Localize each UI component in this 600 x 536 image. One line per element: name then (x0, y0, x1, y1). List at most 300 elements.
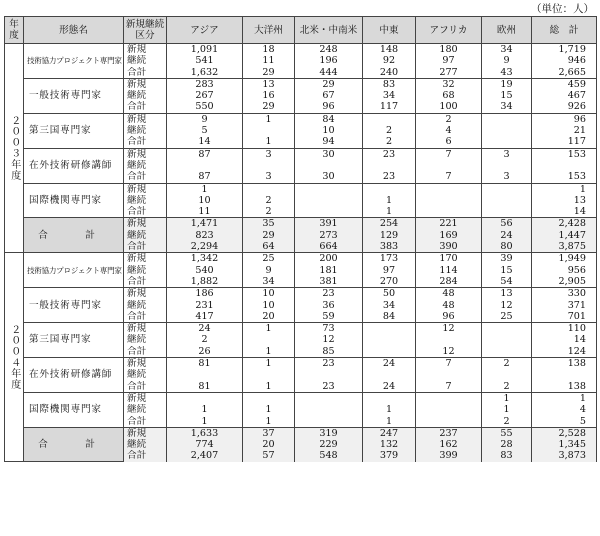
table-cell (532, 160, 597, 171)
table-row (5, 183, 597, 195)
category-label: 継続 (124, 55, 167, 66)
table-cell: 14 (167, 136, 243, 148)
table-cell: 14 (532, 206, 597, 218)
total-cell: 237 (416, 427, 482, 439)
category-label: 継続 (124, 230, 167, 241)
total-row (5, 218, 597, 230)
table-cell: 15 (482, 265, 532, 276)
table-cell: 467 (532, 90, 597, 101)
table-cell: 444 (295, 67, 363, 79)
table-cell (482, 113, 532, 125)
table-cell: 9 (167, 113, 243, 125)
table-cell: 550 (167, 101, 243, 113)
table-cell: 73 (295, 323, 363, 335)
total-cell: 247 (363, 427, 416, 439)
table-cell: 2 (482, 358, 532, 370)
form-type-label: 国際機関専門家 (24, 392, 124, 427)
total-cell: 132 (363, 439, 416, 450)
table-cell: 138 (532, 381, 597, 393)
total-cell: 1,633 (167, 427, 243, 439)
category-label: 合計 (124, 101, 167, 113)
table-cell: 330 (532, 288, 597, 300)
total-cell: 3,873 (532, 450, 597, 461)
table-cell: 68 (416, 90, 482, 101)
table-cell (363, 323, 416, 335)
table-cell (295, 195, 363, 206)
table-cell: 200 (295, 253, 363, 265)
table-cell: 181 (295, 265, 363, 276)
table-cell: 67 (295, 90, 363, 101)
table-cell: 1 (532, 392, 597, 404)
total-cell: 29 (243, 230, 295, 241)
table-cell (416, 392, 482, 404)
table-cell: 12 (482, 300, 532, 311)
table-cell: 23 (295, 288, 363, 300)
category-label: 合計 (124, 416, 167, 428)
table-cell: 25 (243, 253, 295, 265)
table-cell: 417 (167, 311, 243, 323)
table-cell: 541 (167, 55, 243, 66)
table-cell: 85 (295, 346, 363, 358)
total-cell: 28 (482, 439, 532, 450)
table-cell (416, 206, 482, 218)
table-cell: 3 (482, 171, 532, 183)
table-cell (295, 404, 363, 415)
table-cell (482, 346, 532, 358)
table-cell: 4 (532, 404, 597, 415)
table-cell: 186 (167, 288, 243, 300)
form-type-label: 在外技術研修講師 (24, 358, 124, 393)
table-cell: 15 (482, 90, 532, 101)
total-cell: 391 (295, 218, 363, 230)
total-cell: 57 (243, 450, 295, 461)
total-cell: 221 (416, 218, 482, 230)
table-cell: 12 (416, 346, 482, 358)
total-cell: 83 (482, 450, 532, 461)
table-cell: 248 (295, 44, 363, 56)
table-cell: 3 (243, 171, 295, 183)
table-cell: 30 (295, 148, 363, 160)
category-label: 合計 (124, 346, 167, 358)
table-cell: 87 (167, 171, 243, 183)
table-cell (363, 113, 416, 125)
total-cell: 2,294 (167, 241, 243, 253)
table-cell: 1 (243, 323, 295, 335)
table-cell: 2 (482, 381, 532, 393)
table-cell: 9 (243, 265, 295, 276)
table-cell: 1,091 (167, 44, 243, 56)
table-cell (295, 392, 363, 404)
table-cell: 34 (482, 44, 532, 56)
total-cell: 162 (416, 439, 482, 450)
table-cell: 1 (243, 381, 295, 393)
category-label: 新規 (124, 392, 167, 404)
table-cell (243, 392, 295, 404)
table-row (5, 288, 597, 300)
table-cell: 1 (167, 183, 243, 195)
table-cell: 124 (532, 346, 597, 358)
table-cell: 1,949 (532, 253, 597, 265)
table-cell (482, 334, 532, 345)
table-cell: 283 (167, 78, 243, 90)
table-row (5, 253, 597, 265)
total-cell: 24 (482, 230, 532, 241)
table-cell: 1,632 (167, 67, 243, 79)
table-cell (243, 334, 295, 345)
table-cell: 277 (416, 67, 482, 79)
form-type-label: 技術協力プロジェクト専門家 (24, 253, 124, 288)
table-cell: 54 (482, 276, 532, 288)
table-cell (416, 369, 482, 380)
total-cell: 379 (363, 450, 416, 461)
table-cell (416, 416, 482, 428)
table-cell: 701 (532, 311, 597, 323)
total-cell: 1,447 (532, 230, 597, 241)
table-cell: 25 (482, 311, 532, 323)
table-cell: 1 (243, 416, 295, 428)
form-type-label: 第三国専門家 (24, 323, 124, 358)
total-cell: 319 (295, 427, 363, 439)
table-cell (243, 369, 295, 380)
table-cell: 7 (416, 381, 482, 393)
table-cell: 540 (167, 265, 243, 276)
table-cell: 20 (243, 311, 295, 323)
total-cell: 35 (243, 218, 295, 230)
total-label: 合 計 (24, 427, 124, 461)
table-cell (482, 369, 532, 380)
category-label: 合計 (124, 381, 167, 393)
table-cell: 16 (243, 90, 295, 101)
table-cell: 13 (482, 288, 532, 300)
table-cell: 1 (243, 358, 295, 370)
table-cell: 267 (167, 90, 243, 101)
table-cell: 196 (295, 55, 363, 66)
table-cell: 10 (243, 300, 295, 311)
table-cell (243, 160, 295, 171)
table-cell: 29 (295, 78, 363, 90)
table-cell: 5 (532, 416, 597, 428)
table-cell: 1 (363, 195, 416, 206)
category-label: 合計 (124, 171, 167, 183)
category-label: 合計 (124, 311, 167, 323)
table-cell: 381 (295, 276, 363, 288)
total-cell: 1,471 (167, 218, 243, 230)
table-cell: 10 (295, 125, 363, 136)
total-cell: 169 (416, 230, 482, 241)
total-cell: 20 (243, 439, 295, 450)
total-cell: 129 (363, 230, 416, 241)
table-cell: 24 (167, 323, 243, 335)
total-cell: 1,345 (532, 439, 597, 450)
category-label: 新規 (124, 78, 167, 90)
table-cell: 18 (243, 44, 295, 56)
table-cell: 21 (532, 125, 597, 136)
table-cell: 946 (532, 55, 597, 66)
table-cell: 1,719 (532, 44, 597, 56)
table-cell: 926 (532, 101, 597, 113)
category-label: 合計 (124, 136, 167, 148)
category-label: 継続 (124, 334, 167, 345)
form-type-label: 第三国専門家 (24, 113, 124, 148)
header-middle-east: 中東 (363, 17, 416, 44)
table-row (5, 44, 597, 56)
total-cell: 383 (363, 241, 416, 253)
table-cell: 59 (295, 311, 363, 323)
category-label: 新規 (124, 288, 167, 300)
table-cell: 1 (167, 416, 243, 428)
table-cell (295, 416, 363, 428)
total-cell: 254 (363, 218, 416, 230)
table-cell (363, 346, 416, 358)
table-cell: 1 (167, 404, 243, 415)
statistics-table-wrapper (4, 16, 596, 462)
table-cell: 114 (416, 265, 482, 276)
table-cell: 84 (295, 113, 363, 125)
header-category: 新規継続区分 (124, 17, 167, 44)
table-cell (363, 334, 416, 345)
table-cell (363, 369, 416, 380)
total-cell: 774 (167, 439, 243, 450)
year-label: ２００３年度 (5, 44, 24, 253)
statistics-table (4, 16, 597, 462)
table-cell: 29 (243, 67, 295, 79)
category-label: 合計 (124, 241, 167, 253)
category-label: 合計 (124, 276, 167, 288)
table-cell: 7 (416, 171, 482, 183)
category-label: 合計 (124, 67, 167, 79)
table-cell: 138 (532, 358, 597, 370)
table-cell: 173 (363, 253, 416, 265)
total-cell: 548 (295, 450, 363, 461)
table-cell: 96 (532, 113, 597, 125)
table-cell (532, 369, 597, 380)
table-cell: 9 (482, 55, 532, 66)
table-row (5, 323, 597, 335)
form-type-label: 一般技術専門家 (24, 78, 124, 113)
table-cell: 34 (363, 300, 416, 311)
table-cell: 1 (363, 206, 416, 218)
table-cell: 12 (295, 334, 363, 345)
table-cell: 2 (363, 136, 416, 148)
form-type-label: 一般技術専門家 (24, 288, 124, 323)
table-cell: 12 (416, 323, 482, 335)
total-row (5, 427, 597, 439)
header-americas: 北米・中南米 (295, 17, 363, 44)
table-cell: 10 (243, 288, 295, 300)
header-oceania: 大洋州 (243, 17, 295, 44)
category-label: 継続 (124, 265, 167, 276)
year-label: ２００４年度 (5, 253, 24, 462)
unit-label: （単位：人） (531, 3, 594, 15)
table-cell: 2 (167, 334, 243, 345)
total-cell: 55 (482, 427, 532, 439)
table-row (5, 358, 597, 370)
table-cell: 1,882 (167, 276, 243, 288)
table-cell: 11 (167, 206, 243, 218)
table-cell: 1 (243, 346, 295, 358)
table-cell: 96 (416, 311, 482, 323)
table-cell (295, 369, 363, 380)
table-cell (363, 392, 416, 404)
table-cell (482, 160, 532, 171)
table-cell: 19 (482, 78, 532, 90)
table-cell: 32 (416, 78, 482, 90)
table-cell: 81 (167, 381, 243, 393)
header-year: 年度 (5, 17, 24, 44)
table-cell (482, 125, 532, 136)
table-cell: 270 (363, 276, 416, 288)
table-cell: 231 (167, 300, 243, 311)
category-label: 継続 (124, 300, 167, 311)
table-cell: 34 (363, 90, 416, 101)
table-cell (482, 183, 532, 195)
total-cell: 3,875 (532, 241, 597, 253)
table-cell: 1 (243, 113, 295, 125)
table-cell: 956 (532, 265, 597, 276)
table-cell: 13 (243, 78, 295, 90)
category-label: 新規 (124, 44, 167, 56)
total-cell: 390 (416, 241, 482, 253)
total-cell: 80 (482, 241, 532, 253)
table-cell (243, 183, 295, 195)
table-cell: 2 (243, 206, 295, 218)
table-cell: 1 (363, 404, 416, 415)
total-cell: 56 (482, 218, 532, 230)
category-label: 新規 (124, 113, 167, 125)
table-cell: 26 (167, 346, 243, 358)
total-cell: 2,528 (532, 427, 597, 439)
table-cell: 371 (532, 300, 597, 311)
total-cell: 823 (167, 230, 243, 241)
total-cell: 37 (243, 427, 295, 439)
table-cell: 1 (243, 404, 295, 415)
table-cell: 34 (243, 276, 295, 288)
total-cell: 664 (295, 241, 363, 253)
table-cell: 6 (416, 136, 482, 148)
table-cell: 36 (295, 300, 363, 311)
table-cell: 1 (243, 136, 295, 148)
table-cell (295, 183, 363, 195)
table-cell: 13 (532, 195, 597, 206)
table-cell (482, 136, 532, 148)
table-row (5, 113, 597, 125)
table-row (5, 392, 597, 404)
table-cell: 96 (295, 101, 363, 113)
table-row (5, 148, 597, 160)
table-cell: 3 (482, 148, 532, 160)
table-cell: 7 (416, 148, 482, 160)
table-cell: 117 (363, 101, 416, 113)
table-cell (167, 392, 243, 404)
total-cell: 2,407 (167, 450, 243, 461)
category-label: 新規 (124, 148, 167, 160)
table-cell: 1 (482, 392, 532, 404)
category-label: 合計 (124, 450, 167, 461)
category-label: 継続 (124, 160, 167, 171)
form-type-label: 国際機関専門家 (24, 183, 124, 218)
table-cell (482, 206, 532, 218)
table-cell (416, 183, 482, 195)
table-cell: 284 (416, 276, 482, 288)
header-row (5, 17, 597, 44)
table-cell: 92 (363, 55, 416, 66)
table-cell: 29 (243, 101, 295, 113)
total-cell: 399 (416, 450, 482, 461)
table-cell: 34 (482, 101, 532, 113)
table-cell: 1 (363, 416, 416, 428)
table-cell: 48 (416, 300, 482, 311)
header-asia: アジア (167, 17, 243, 44)
table-cell (416, 404, 482, 415)
header-type: 形態名 (24, 17, 124, 44)
category-label: 新規 (124, 218, 167, 230)
table-cell: 1,342 (167, 253, 243, 265)
table-cell: 1 (482, 404, 532, 415)
table-cell: 23 (363, 171, 416, 183)
table-cell: 110 (532, 323, 597, 335)
header-total: 総 計 (532, 17, 597, 44)
table-cell (363, 183, 416, 195)
table-cell: 43 (482, 67, 532, 79)
total-cell: 229 (295, 439, 363, 450)
category-label: 新規 (124, 358, 167, 370)
table-cell: 83 (363, 78, 416, 90)
category-label: 継続 (124, 404, 167, 415)
table-row (5, 78, 597, 90)
table-cell: 180 (416, 44, 482, 56)
table-cell: 4 (416, 125, 482, 136)
table-cell: 3 (243, 148, 295, 160)
category-label: 新規 (124, 183, 167, 195)
table-cell (363, 160, 416, 171)
header-africa: アフリカ (416, 17, 482, 44)
table-cell: 23 (295, 358, 363, 370)
table-cell (416, 334, 482, 345)
table-cell: 30 (295, 171, 363, 183)
table-cell: 50 (363, 288, 416, 300)
table-cell: 11 (243, 55, 295, 66)
table-cell: 459 (532, 78, 597, 90)
category-label: 合計 (124, 206, 167, 218)
table-cell (482, 195, 532, 206)
table-cell (295, 206, 363, 218)
table-cell: 100 (416, 101, 482, 113)
table-cell: 14 (532, 334, 597, 345)
table-cell: 81 (167, 358, 243, 370)
table-cell: 10 (167, 195, 243, 206)
total-cell: 273 (295, 230, 363, 241)
total-cell: 64 (243, 241, 295, 253)
total-label: 合 計 (24, 218, 124, 253)
table-cell: 48 (416, 288, 482, 300)
table-cell: 2 (363, 125, 416, 136)
table-cell: 2 (416, 113, 482, 125)
header-europe: 欧州 (482, 17, 532, 44)
table-cell: 5 (167, 125, 243, 136)
table-cell: 153 (532, 171, 597, 183)
table-cell (416, 160, 482, 171)
category-label: 新規 (124, 427, 167, 439)
category-label: 新規 (124, 253, 167, 265)
table-cell: 170 (416, 253, 482, 265)
table-cell (167, 160, 243, 171)
table-cell: 97 (416, 55, 482, 66)
table-cell: 1 (532, 183, 597, 195)
table-cell: 7 (416, 358, 482, 370)
form-type-label: 在外技術研修講師 (24, 148, 124, 183)
category-label: 継続 (124, 369, 167, 380)
category-label: 継続 (124, 195, 167, 206)
